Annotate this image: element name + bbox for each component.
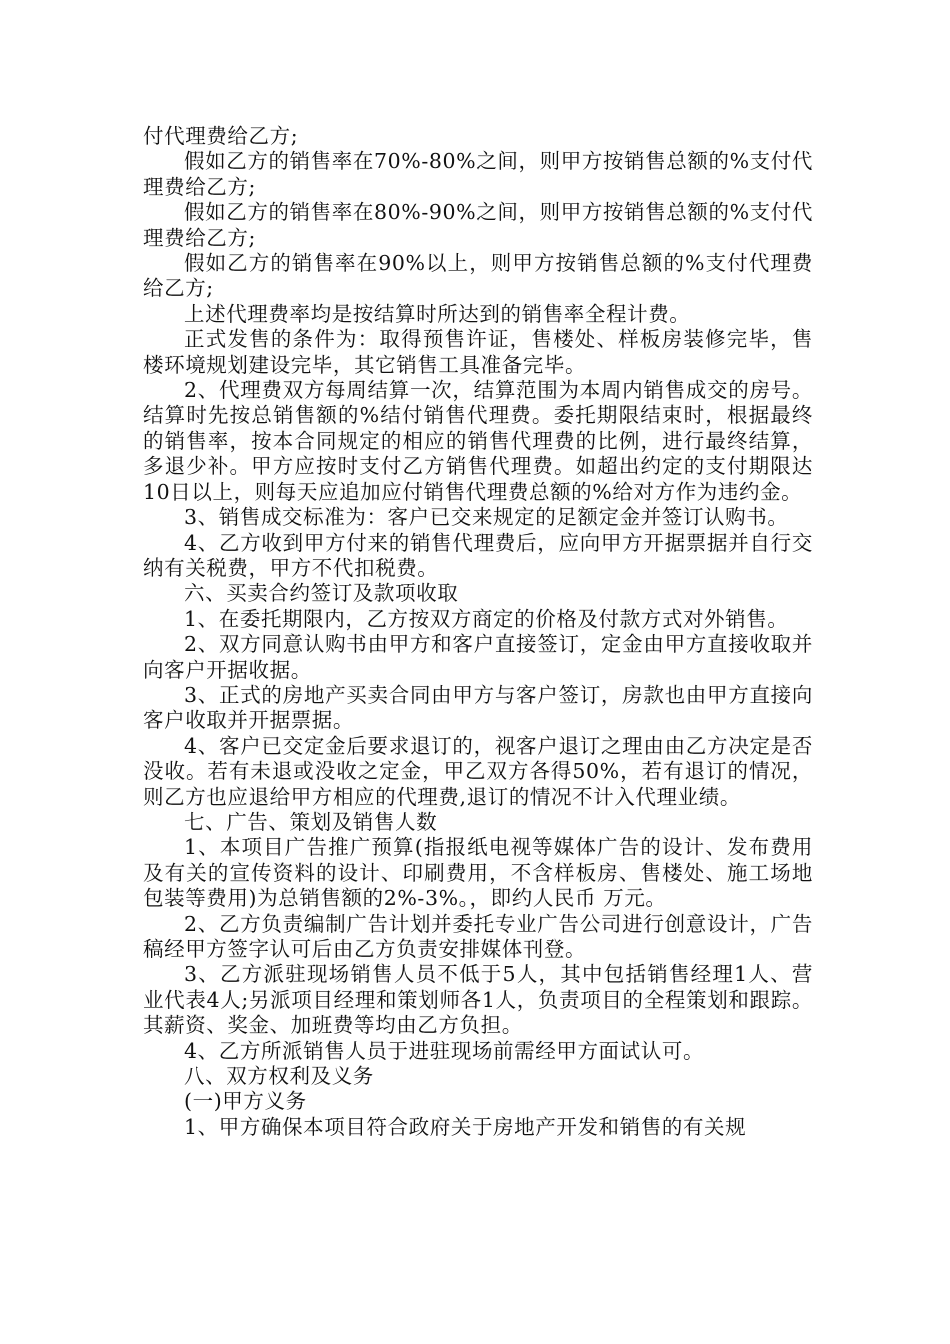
document-paragraph: 2、双方同意认购书由甲方和客户直接签订，定金由甲方直接收取并向客户开据收据。 — [143, 632, 813, 682]
document-body — [143, 124, 813, 1140]
document-paragraph: 假如乙方的销售率在80%-90%之间，则甲方按销售总额的%支付代理费给乙方; — [143, 200, 813, 250]
document-paragraph: 1、甲方确保本项目符合政府关于房地产开发和销售的有关规 — [184, 1114, 747, 1139]
document-paragraph: 七、广告、策划及销售人数 — [184, 809, 438, 834]
document-paragraph: 4、乙方收到甲方付来的销售代理费后，应向甲方开据票据并自行交纳有关税费，甲方不代扣税费。 — [143, 530, 813, 580]
document-paragraph: 上述代理费率均是按结算时所达到的销售率全程计费。 — [184, 301, 691, 326]
document-paragraph: 1、在委托期限内，乙方按双方商定的价格及付款方式对外销售。 — [184, 606, 789, 631]
document-paragraph: 付代理费给乙方; — [143, 124, 299, 148]
document-paragraph: 3、正式的房地产买卖合同由甲方与客户签订，房款也由甲方直接向客户收取并开据票据。 — [143, 682, 813, 733]
document-paragraph: (一)甲方义务 — [184, 1089, 307, 1114]
document-paragraph: 3、乙方派驻现场销售人员不低于5人，其中包括销售经理1人、营业代表4人;另派项目经理和策划师各1人，负责项目的全程策划和跟踪。其薪资、奖金、加班费等均由乙方负担。 — [143, 962, 813, 1038]
document-paragraph: 八、双方权利及义务 — [184, 1064, 374, 1089]
document-paragraph: 1、本项目广告推广预算(指报纸电视等媒体广告的设计、发布费用及有关的宣传资料的设计、印刷费用，不含样板房、售楼处、施工场地包装等费用)为总销售额的2%-3%。，即约人民币 万元。 — [143, 835, 813, 911]
document-paragraph: 六、买卖合约签订及款项收取 — [184, 581, 459, 606]
document-paragraph: 假如乙方的销售率在90%以上，则甲方按销售总额的%支付代理费给乙方; — [143, 251, 813, 301]
document-paragraph: 4、客户已交定金后要求退订的，视客户退订之理由由乙方决定是否没收。若有未退或没收之定金，甲乙双方各得50%，若有退订的情况，则乙方也应退给甲方相应的代理费,退订的情况不计入代理业绩。 — [143, 733, 813, 809]
document-paragraph: 4、乙方所派销售人员于进驻现场前需经甲方面试认可。 — [184, 1038, 705, 1063]
document-paragraph: 2、乙方负责编制广告计划并委托专业广告公司进行创意设计，广告稿经甲方签字认可后由乙方负责安排媒体刊登。 — [143, 911, 813, 961]
document-paragraph: 3、销售成交标准为：客户已交来规定的足额定金并签订认购书。 — [184, 505, 789, 530]
document-paragraph: 假如乙方的销售率在70%-80%之间，则甲方按销售总额的%支付代理费给乙方; — [143, 149, 813, 199]
document-paragraph: 正式发售的条件为：取得预售许证，售楼处、样板房装修完毕，售楼环境规划建设完毕，其它销售工具准备完毕。 — [143, 327, 813, 377]
document-paragraph: 2、代理费双方每周结算一次，结算范围为本周内销售成交的房号。结算时先按总销售额的%结付销售代理费。委托期限结束时，根据最终的销售率，按本合同规定的相应的销售代理费的比例，进行最终结算，多退少补。甲方应按时支付乙方销售代理费。如超出约定的支付期限达10日以上，则每天应追加应付销售代理费总额的%给对方作为违约金。 — [143, 378, 813, 504]
